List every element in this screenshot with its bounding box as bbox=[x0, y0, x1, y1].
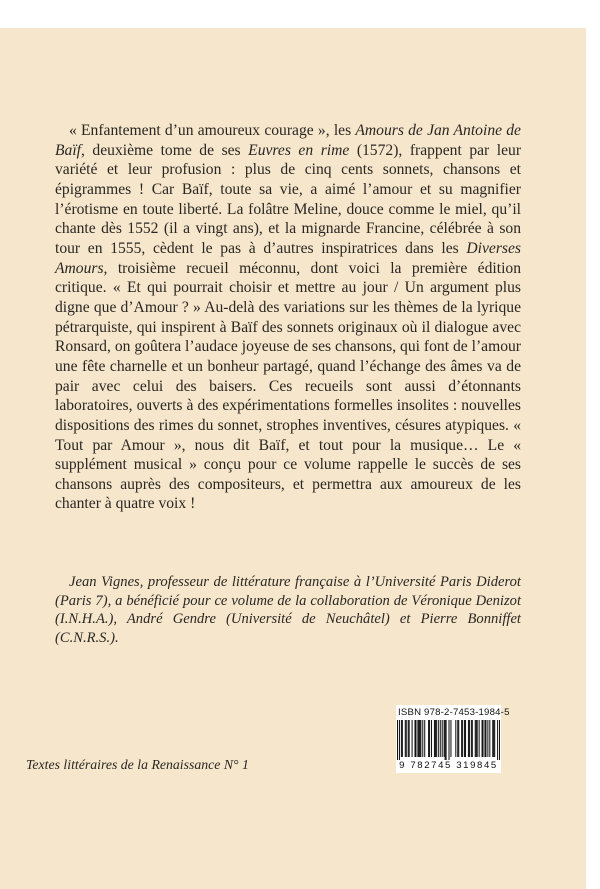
blurb-text-2: , deuxième tome de ses bbox=[81, 141, 249, 159]
barcode-area bbox=[396, 705, 510, 773]
blurb-paragraph bbox=[55, 121, 521, 514]
series-title: Textes littéraires de la Renaissance N° 1 bbox=[26, 757, 249, 772]
blurb-text-1: « Enfantement d’un amoureux courage », les bbox=[69, 122, 356, 139]
isbn-label: ISBN 978-2-7453-1984-5 bbox=[398, 707, 510, 718]
recueil-title: Diverses Amours bbox=[55, 239, 521, 277]
ean-digits: 9 782745 319845 bbox=[399, 760, 498, 771]
barcode-icon bbox=[397, 720, 500, 760]
blurb-text-3: (1572), frappent par leur variété et leur profusion : plus de cinq cents sonnets, chansons et épigrammes ! Car Baïf, toute sa vie, a aimé l’amour et su magnifier l’érotisme en toute liberté. La folâtre Meline, douce comme le miel, qu’il chante dès 1552 (il a vingt ans), et la mignarde Francine, célébrée à son tour en 1555, cèdent le pas à d’autres inspiratrices dans les bbox=[55, 141, 522, 257]
collection-title: Euvres en rime bbox=[248, 141, 350, 159]
author-note: Jean Vignes, professeur de littérature française à l’Université Paris Diderot (Paris 7), a bénéficié pour ce volume de la collaboration de Véronique Denizot (I.N.H.A.), André Gendre (Université de Neuchâtel) et Pierre Bonniffet (C.N.R.S.). bbox=[55, 574, 521, 646]
blurb-text-4: , troisième recueil méconnu, dont voici la première édition critique. « Et qui pourrait choisir et mettre au jour / Un argument plus digne que d’Amour ? » Au-delà des variations sur les thèmes de la lyrique pétrarquiste, qui inspirent à Baïf des sonnets originaux où il dialogue avec Ronsard, on goûtera l’audace joyeuse de ses chansons, qui font de l’amour une fête charnelle et un bonheur partagé, quand l’échange des âmes va de pair avec celui des baisers. Ces recueils sont aussi d’étonnants laboratoires, ouverts à des expérimentations formelles insolites : nouvelles dispositions des rimes du sonnet, strophes inventives, césures atypiques. « Tout par Amour », nous dit Baïf, et tout pour la musique… Le « supplément musical » conçu pour ce volume rappelle le succès de ses chansons auprès des compositeurs, et permettra aux amoureux de les chanter à quatre voix ! bbox=[55, 259, 521, 513]
book-title: Amours de Jan Antoine de Baïf bbox=[55, 122, 521, 159]
